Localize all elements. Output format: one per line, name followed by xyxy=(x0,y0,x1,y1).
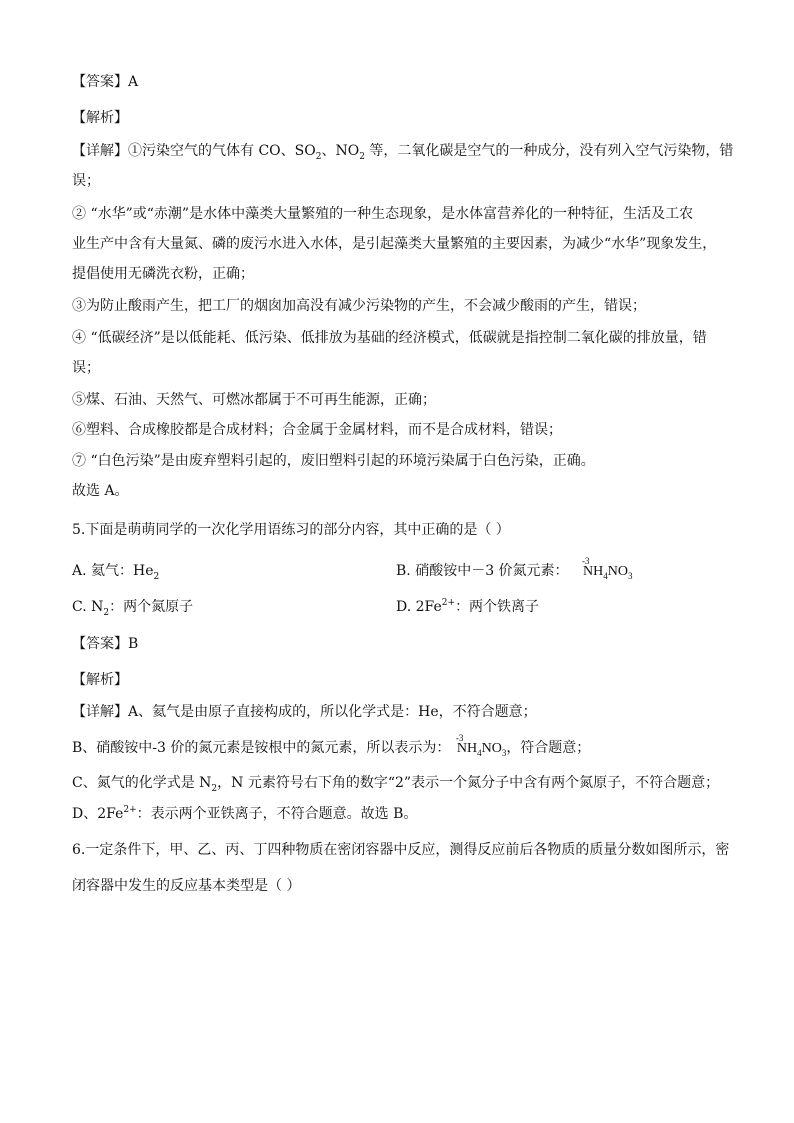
answer-label: 【答案】 xyxy=(72,636,128,652)
q6-stem-line-2: 闭容器中发生的反应基本类型是（ ） xyxy=(72,878,301,894)
answer-value: A xyxy=(128,74,139,90)
q4-item-2-line-1: ② “水华”或“赤潮”是水体中藻类大量繁殖的一种生态现象，是水体富营养化的一种特征，生活及工农 xyxy=(72,206,694,222)
q4-item-6: ⑥塑料、合成橡胶都是合成材料；合金属于金属材料，而不是合成材料，错误； xyxy=(72,422,562,438)
q4-item-3: ③为防止酸雨产生，把工厂的烟囱加高没有减少污染物的产生，不会减少酸雨的产生，错误； xyxy=(72,298,646,314)
q5-detail-b: B、硝酸铵中-3 价的氮元素是铵根中的氮元素，所以表示为： -3 $NH_4NO_3$，符合题意； xyxy=(72,733,591,758)
q4-item-2-line-2: 业生产中含有大量氮、磷的废污水进入水体，是引起藻类大量繁殖的主要因素，为减少“水华”现象发生， xyxy=(72,236,717,252)
ammonium-nitrate-formula: -3 $NH_4NO_3$ xyxy=(582,556,633,581)
detail-label: 【详解】 xyxy=(72,704,128,720)
q5-detail-c: C、氮气的化学式是 $N_2$，N 元素符号右下角的数字“2”表示一个氮分子中含有两个氮原子，不符合题意； xyxy=(72,775,720,794)
q5-analysis-heading: 【解析】 xyxy=(72,672,128,688)
q5-option-c: C. $N_2$：两个氮原子 xyxy=(72,599,194,618)
q5-option-b: B. 硝酸铵中－3 价氮元素： -3 $NH_4NO_3$ xyxy=(396,556,633,581)
ammonium-nitrate-formula: -3 $NH_4NO_3$ xyxy=(455,733,507,758)
q5-detail-a: 【详解】A、氦气是由原子直接构成的，所以化学式是：He，不符合题意； xyxy=(72,704,537,720)
q4-analysis-heading: 【解析】 xyxy=(72,110,128,126)
q4-item-7: ⑦ “白色污染”是由废弃塑料引起的，废旧塑料引起的环境污染属于白色污染，正确。 xyxy=(72,453,595,469)
q4-item-5: ⑤煤、石油、天然气、可燃冰都属于不可再生能源，正确； xyxy=(72,392,436,408)
answer-label: 【答案】 xyxy=(72,74,128,90)
q4-detail-line-1: 【详解】①污染空气的气体有 CO、$SO_2$、$NO_2$ 等，二氧化碳是空气的一种成分，没有列入空气污染物，错 xyxy=(72,143,734,162)
q4-answer-line xyxy=(72,72,138,92)
q5-option-a: A. 氦气：$He_2$ xyxy=(72,563,160,582)
q4-conclusion: 故选 A。 xyxy=(72,483,129,499)
detail-label: 【详解】 xyxy=(72,143,128,159)
q4-item-4-line-1: ④ “低碳经济”是以低能耗、低污染、低排放为基础的经济模式，低碳就是指控制二氧化碳的排放量，错 xyxy=(72,330,707,346)
q4-item-4-line-2: 误； xyxy=(72,360,100,376)
q5-option-d: D. $2Fe^{2+}$：两个铁离子 xyxy=(396,598,540,615)
q4-item-2-line-3: 提倡使用无磷洗衣粉，正确； xyxy=(72,266,254,282)
q4-detail-line-2: 误； xyxy=(72,173,100,189)
q6-stem-line-1: 6.一定条件下，甲、乙、丙、丁四种物质在密闭容器中反应，测得反应前后各物质的质量分数如图所示，密 xyxy=(72,842,730,858)
q5-answer-line xyxy=(72,634,138,654)
q5-detail-d: D、$2Fe^{2+}$：表示两个亚铁离子，不符合题意。故选 B。 xyxy=(72,805,418,822)
q5-stem: 5.下面是萌萌同学的一次化学用语练习的部分内容，其中正确的是（ ） xyxy=(72,522,510,538)
answer-value: B xyxy=(128,636,139,652)
